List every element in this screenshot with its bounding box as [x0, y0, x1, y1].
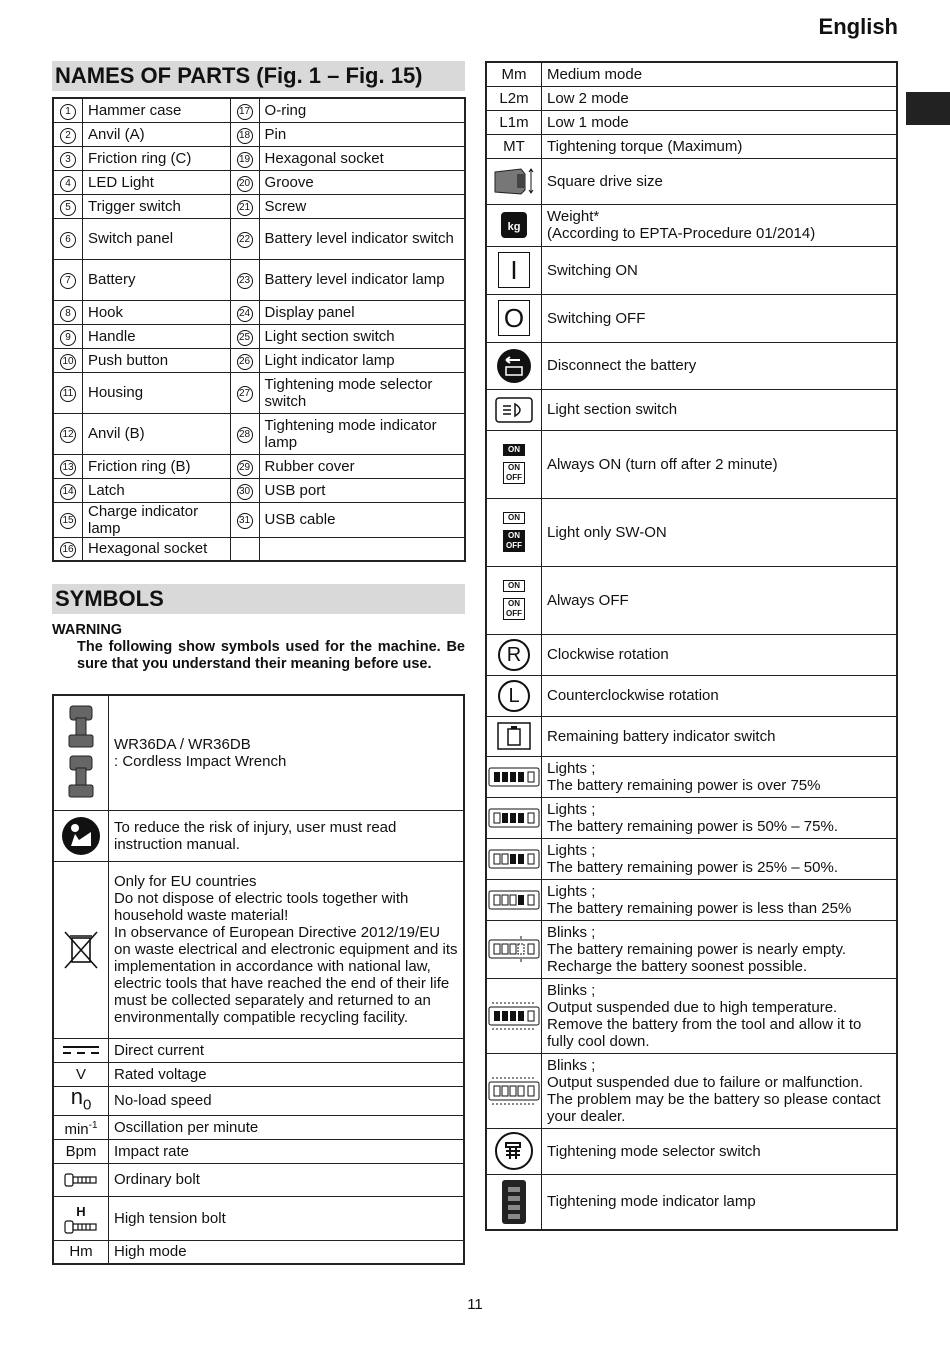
section-tab-marker: [906, 92, 950, 125]
table-row: [53, 259, 465, 300]
table-row: [486, 134, 897, 158]
part-number-badge: 17: [237, 104, 253, 120]
table-row: [53, 1139, 464, 1163]
part-name-cell: Hexagonal socket: [83, 537, 231, 561]
kg-label: kg: [501, 212, 527, 238]
min-symbol: [53, 1115, 109, 1139]
table-row: [486, 716, 897, 756]
battery-empty-line-1: Blinks ;: [547, 923, 596, 941]
part-number-cell: [53, 300, 83, 324]
weight-cell: [542, 204, 898, 246]
battery-hot-line-1: Blinks ;: [547, 981, 596, 999]
min-text: min: [64, 1120, 89, 1138]
weee-line-1: Only for EU countries: [114, 873, 257, 890]
voltage-text: Rated voltage: [109, 1062, 465, 1086]
part-number-badge: 23: [237, 273, 253, 289]
high-tension-text: High tension bolt: [109, 1196, 465, 1240]
table-row: [486, 1053, 897, 1128]
table-row: [486, 675, 897, 716]
table-row: [486, 756, 897, 797]
table-row: [486, 158, 897, 204]
part-number-cell: [230, 348, 259, 372]
table-row: [53, 1240, 464, 1264]
table-row: [486, 634, 897, 675]
part-number-cell: [230, 478, 259, 502]
part-name-cell: Tightening mode selector switch: [259, 372, 465, 413]
square-drive-text: Square drive size: [542, 158, 898, 204]
part-name-cell: Anvil (B): [83, 413, 231, 454]
battery-2-bars-icon: [486, 838, 542, 879]
battery-empty-line-2: The battery remaining power is nearly empty. Recharge the battery soonest possible.: [547, 940, 847, 975]
part-number-badge: 22: [237, 232, 253, 248]
part-number-cell: [53, 98, 83, 122]
part-number-cell: [230, 454, 259, 478]
table-row: [486, 797, 897, 838]
part-number-badge: 11: [60, 386, 76, 402]
weight-icon: [486, 204, 542, 246]
clockwise-icon: [486, 634, 542, 675]
disconnect-battery-icon: [486, 342, 542, 389]
table-row: [486, 246, 897, 294]
read-manual-icon: [53, 810, 109, 861]
part-number-cell: [230, 259, 259, 300]
always-off-icon: [486, 566, 542, 634]
battery-75-line-2: The battery remaining power is over 75%: [547, 776, 821, 794]
table-row: [53, 1163, 464, 1196]
disconnect-text: Disconnect the battery: [542, 342, 898, 389]
part-number-badge: 8: [60, 306, 76, 322]
battery-fail-line-1: Blinks ;: [547, 1056, 596, 1074]
part-name-cell: Anvil (A): [83, 122, 231, 146]
model-desc: : Cordless Impact Wrench: [114, 752, 287, 770]
n-letter: n: [70, 1083, 83, 1109]
symbols-table-right: [485, 61, 898, 1231]
battery-50-cell: [542, 797, 898, 838]
l2m-symbol: L2m: [486, 86, 542, 110]
part-number-badge: 15: [60, 513, 76, 529]
battery-50-line-2: The battery remaining power is 50% – 75%.: [547, 817, 838, 835]
battery-1-bar-icon: [486, 879, 542, 920]
page-number: 11: [467, 1296, 483, 1313]
table-row: [53, 1086, 464, 1115]
battery-fail-line-2: Output suspended due to failure or malfunction. The problem may be the battery so please contact your dealer.: [547, 1073, 881, 1125]
counterclockwise-icon: [486, 675, 542, 716]
battery-blink-empty-icon: [486, 920, 542, 978]
part-name-cell: O-ring: [259, 98, 465, 122]
battery-4-bars-icon: [486, 756, 542, 797]
table-row: [53, 98, 465, 122]
voltage-symbol: V: [53, 1062, 109, 1086]
table-row: [53, 300, 465, 324]
part-number-badge: 25: [237, 330, 253, 346]
table-row: [53, 478, 465, 502]
mode-selector-icon: [486, 1128, 542, 1174]
r-letter: R: [498, 639, 530, 671]
part-name-cell: USB port: [259, 478, 465, 502]
table-row: [53, 218, 465, 259]
no-load-speed-text: No-load speed: [109, 1086, 465, 1115]
battery-fail-cell: [542, 1053, 898, 1128]
battery-low-cell: [542, 879, 898, 920]
battery-switch-icon: [486, 716, 542, 756]
part-number-cell: [53, 502, 83, 537]
part-number-cell: [53, 454, 83, 478]
model-cell: [109, 695, 465, 810]
part-name-cell: Battery level indicator switch: [259, 218, 465, 259]
max-torque-text: Tightening torque (Maximum): [542, 134, 898, 158]
mode-lamp-text: Tightening mode indicator lamp: [542, 1174, 898, 1230]
on-badge: ON: [503, 444, 525, 456]
part-number-badge: 16: [60, 542, 76, 558]
part-number-badge: 21: [237, 200, 253, 216]
battery-25-cell: [542, 838, 898, 879]
part-name-cell: Friction ring (B): [83, 454, 231, 478]
table-row: [486, 110, 897, 134]
medium-mode-text: Medium mode: [542, 62, 898, 86]
hm-symbol: Hm: [53, 1240, 109, 1264]
part-number-cell: [53, 146, 83, 170]
table-row: [486, 1174, 897, 1230]
names-of-parts-title: NAMES OF PARTS (Fig. 1 – Fig. 15): [52, 61, 465, 91]
table-row: [53, 502, 465, 537]
part-number-badge: 2: [60, 128, 76, 144]
l1m-symbol: L1m: [486, 110, 542, 134]
part-number-badge: 5: [60, 200, 76, 216]
part-name-cell: Hexagonal socket: [259, 146, 465, 170]
part-name-cell: Tightening mode indicator lamp: [259, 413, 465, 454]
ordinary-bolt-icon: [53, 1163, 109, 1196]
min-superscript: -1: [88, 1119, 98, 1131]
part-number-cell: [230, 146, 259, 170]
part-number-cell: [53, 478, 83, 502]
table-row: [53, 1038, 464, 1062]
square-drive-icon: [486, 158, 542, 204]
no-load-speed-symbol: [53, 1083, 109, 1115]
battery-25-line-2: The battery remaining power is 25% – 50%.: [547, 858, 838, 876]
weee-line-2: Do not dispose of electric tools together with household waste material!: [114, 890, 409, 924]
part-name-cell: Screw: [259, 194, 465, 218]
table-row: [53, 122, 465, 146]
table-row: [486, 86, 897, 110]
symbols-title: SYMBOLS: [52, 584, 465, 614]
part-name-cell: Pin: [259, 122, 465, 146]
table-row: [53, 810, 464, 861]
part-number-badge: 13: [60, 460, 76, 476]
table-row: [486, 342, 897, 389]
part-name-cell: Hook: [83, 300, 231, 324]
part-number-cell: [53, 170, 83, 194]
part-number-badge: 27: [237, 386, 253, 402]
part-name-cell: Light section switch: [259, 324, 465, 348]
part-name-cell: Switch panel: [83, 218, 231, 259]
mm-symbol: Mm: [486, 62, 542, 86]
part-number-badge: 3: [60, 152, 76, 168]
part-number-badge: 6: [60, 232, 76, 248]
table-row: [486, 389, 897, 430]
battery-3-bars-icon: [486, 797, 542, 838]
weight-line-1: Weight*: [547, 208, 600, 225]
part-number-badge: 18: [237, 128, 253, 144]
table-row: [53, 348, 465, 372]
table-row: [486, 430, 897, 498]
onoff-badge: ON OFF: [503, 462, 525, 484]
part-name-cell: LED Light: [83, 170, 231, 194]
switch-off-text: Switching OFF: [542, 294, 898, 342]
impact-wrench-icon: [53, 695, 109, 810]
battery-25-line-1: Lights ;: [547, 841, 596, 859]
light-section-text: Light section switch: [542, 389, 898, 430]
part-number-cell: [230, 170, 259, 194]
part-name-cell: Rubber cover: [259, 454, 465, 478]
light-switch-icon: [486, 389, 542, 430]
table-row: [486, 62, 897, 86]
part-number-cell: [230, 537, 259, 561]
battery-75-cell: [542, 756, 898, 797]
battery-empty-cell: [542, 920, 898, 978]
part-number-cell: [230, 122, 259, 146]
part-name-cell: Charge indicator lamp: [83, 502, 231, 537]
part-number-badge: 29: [237, 460, 253, 476]
high-mode-text: High mode: [109, 1240, 465, 1264]
table-row: [486, 920, 897, 978]
part-number-cell: [230, 98, 259, 122]
remaining-switch-text: Remaining battery indicator switch: [542, 716, 898, 756]
low1-mode-text: Low 1 mode: [542, 110, 898, 134]
part-number-cell: [53, 348, 83, 372]
switch-off-symbol: O: [498, 300, 530, 336]
part-number-cell: [230, 218, 259, 259]
high-tension-letter: H: [76, 1203, 86, 1219]
manual-text: To reduce the risk of injury, user must read instruction manual.: [109, 810, 465, 861]
table-row: [53, 1062, 464, 1086]
always-off-text: Always OFF: [542, 566, 898, 634]
weee-line-3: In observance of European Directive 2012/19/EU on waste electrical and electronic equipment and its implementation in accordance with national law, electric tools that have reached the end of their life must be collected separately and returned to an environmentally compatible recycling facility.: [114, 924, 458, 1026]
battery-hot-cell: [542, 978, 898, 1053]
part-name-cell: [259, 537, 465, 561]
part-number-badge: 20: [237, 176, 253, 192]
part-name-cell: Friction ring (C): [83, 146, 231, 170]
weee-bin-icon: [53, 861, 109, 1038]
part-number-cell: [53, 194, 83, 218]
always-on-icon: [486, 430, 542, 498]
on-badge: ON: [503, 580, 525, 592]
table-row: [53, 413, 465, 454]
part-name-cell: Handle: [83, 324, 231, 348]
battery-low-line-1: Lights ;: [547, 882, 596, 900]
table-row: [486, 204, 897, 246]
part-number-cell: [53, 372, 83, 413]
warning-label: WARNING: [52, 622, 123, 638]
part-name-cell: Latch: [83, 478, 231, 502]
counterclockwise-text: Counterclockwise rotation: [542, 675, 898, 716]
table-row: [486, 978, 897, 1053]
part-number-cell: [53, 413, 83, 454]
model-name: WR36DA / WR36DB: [114, 735, 251, 753]
part-name-cell: Light indicator lamp: [259, 348, 465, 372]
part-number-cell: [230, 372, 259, 413]
mode-lamp-icon: [486, 1174, 542, 1230]
table-row: [53, 1115, 464, 1139]
part-number-cell: [53, 537, 83, 561]
part-name-cell: Groove: [259, 170, 465, 194]
table-row: [53, 146, 465, 170]
high-tension-bolt-icon: [53, 1196, 109, 1240]
parts-table: [52, 97, 466, 562]
part-number-badge: 1: [60, 104, 76, 120]
onoff-badge: ON OFF: [503, 598, 525, 620]
part-number-cell: [230, 413, 259, 454]
n-subscript: 0: [82, 1096, 92, 1114]
part-name-cell: USB cable: [259, 502, 465, 537]
always-on-text: Always ON (turn off after 2 minute): [542, 430, 898, 498]
battery-low-line-2: The battery remaining power is less than 25%: [547, 899, 852, 917]
part-number-badge: 4: [60, 176, 76, 192]
weight-line-2: (According to EPTA-Procedure 01/2014): [547, 225, 816, 242]
table-row: [53, 324, 465, 348]
part-number-badge: 9: [60, 330, 76, 346]
table-row: [486, 838, 897, 879]
part-name-cell: Battery level indicator lamp: [259, 259, 465, 300]
part-number-badge: 19: [237, 152, 253, 168]
table-row: [486, 498, 897, 566]
table-row: [486, 294, 897, 342]
part-number-badge: 12: [60, 427, 76, 443]
onoff-badge: ON OFF: [503, 530, 525, 552]
switch-off-icon: [486, 294, 542, 342]
part-number-cell: [230, 300, 259, 324]
impact-rate-text: Impact rate: [109, 1139, 465, 1163]
language-label: English: [818, 14, 898, 39]
table-row: [53, 454, 465, 478]
switch-on-symbol: I: [498, 252, 530, 288]
direct-current-icon: [53, 1038, 109, 1062]
battery-50-line-1: Lights ;: [547, 800, 596, 818]
dc-text: Direct current: [109, 1038, 465, 1062]
part-number-cell: [53, 218, 83, 259]
part-name-cell: Push button: [83, 348, 231, 372]
on-badge: ON: [503, 512, 525, 524]
battery-75-line-1: Lights ;: [547, 759, 596, 777]
light-only-icon: [486, 498, 542, 566]
part-name-cell: Trigger switch: [83, 194, 231, 218]
part-number-badge: 14: [60, 484, 76, 500]
part-number-badge: 26: [237, 354, 253, 370]
part-name-cell: Battery: [83, 259, 231, 300]
part-number-cell: [230, 502, 259, 537]
table-row: [53, 194, 465, 218]
table-row: [53, 1196, 464, 1240]
battery-hot-line-2: Output suspended due to high temperature. Remove the battery from the tool and allow it to fully cool down.: [547, 998, 862, 1050]
part-number-badge: 30: [237, 484, 253, 500]
part-name-cell: Housing: [83, 372, 231, 413]
part-number-badge: 28: [237, 427, 253, 443]
ordinary-bolt-text: Ordinary bolt: [109, 1163, 465, 1196]
weee-cell: [109, 861, 465, 1038]
battery-blink-hot-icon: [486, 978, 542, 1053]
table-row: [53, 372, 465, 413]
light-only-text: Light only SW-ON: [542, 498, 898, 566]
part-number-cell: [53, 259, 83, 300]
part-number-cell: [53, 324, 83, 348]
warning-text: The following show symbols used for the machine. Be sure that you understand their meaning before use.: [77, 639, 465, 672]
mt-symbol: MT: [486, 134, 542, 158]
low2-mode-text: Low 2 mode: [542, 86, 898, 110]
battery-blink-fail-icon: [486, 1053, 542, 1128]
oscillation-text: Oscillation per minute: [109, 1115, 465, 1139]
warning-block: [52, 622, 465, 673]
table-row: [53, 537, 465, 561]
l-letter: L: [498, 680, 530, 712]
part-number-badge: 24: [237, 306, 253, 322]
part-name-cell: Display panel: [259, 300, 465, 324]
symbols-table-left: [52, 694, 465, 1265]
switch-on-icon: [486, 246, 542, 294]
bpm-symbol: Bpm: [53, 1139, 109, 1163]
part-name-cell: Hammer case: [83, 98, 231, 122]
table-row: [53, 170, 465, 194]
table-row: [486, 566, 897, 634]
part-number-badge: 7: [60, 273, 76, 289]
switch-on-text: Switching ON: [542, 246, 898, 294]
clockwise-text: Clockwise rotation: [542, 634, 898, 675]
table-row: [53, 695, 464, 810]
part-number-badge: 31: [237, 513, 253, 529]
table-row: [486, 1128, 897, 1174]
part-number-cell: [230, 324, 259, 348]
table-row: [486, 879, 897, 920]
part-number-cell: [230, 194, 259, 218]
table-row: [53, 861, 464, 1038]
mode-selector-text: Tightening mode selector switch: [542, 1128, 898, 1174]
part-number-cell: [53, 122, 83, 146]
part-number-badge: 10: [60, 354, 76, 370]
